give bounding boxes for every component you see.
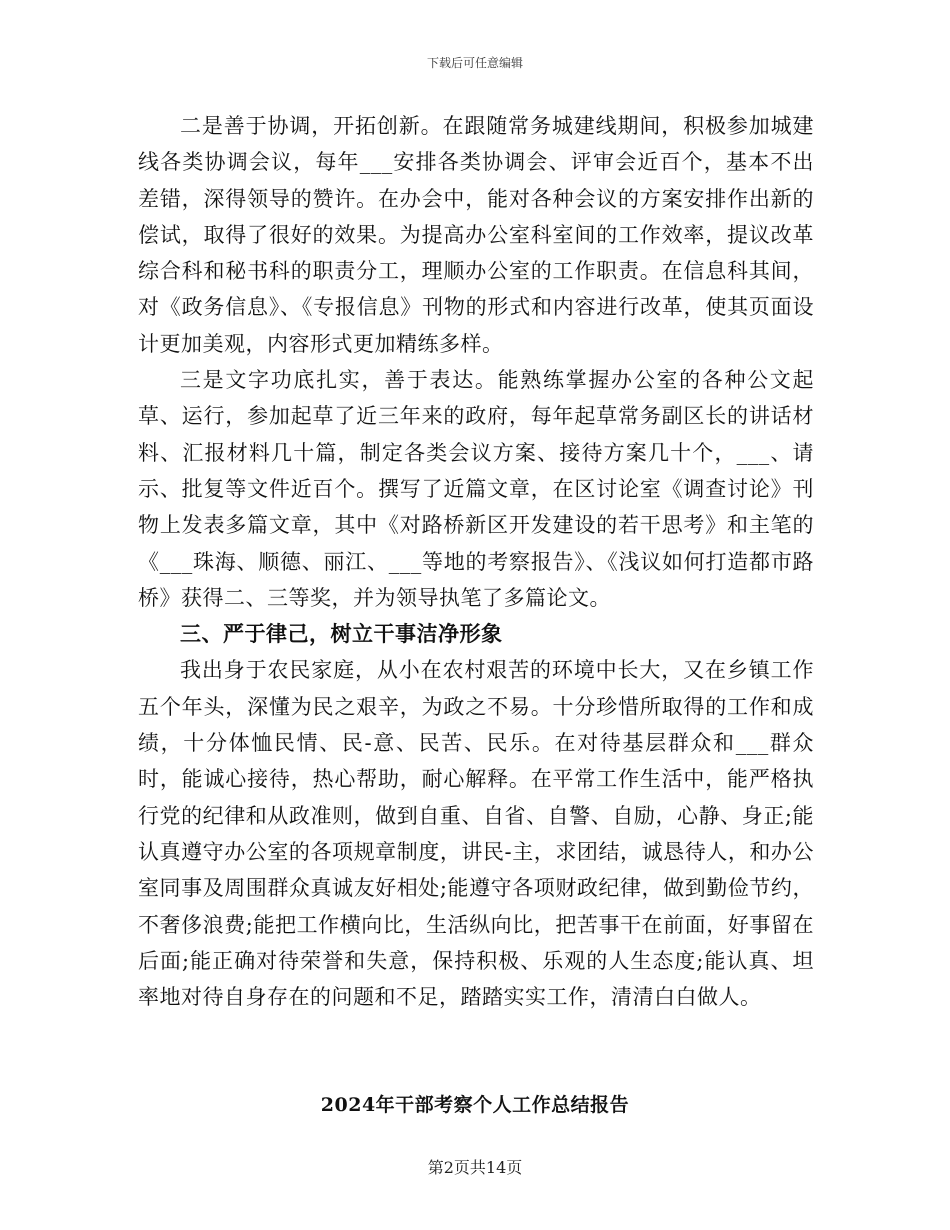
paragraph-coordination: 二是善于协调，开拓创新。在跟随常务城建线期间，积极参加城建线各类协调会议，每年___安排各类协调会、评审会近百个，基本不出差错，深得领导的赞许。在办会中，能对各种会议的方案安排作出新的偿试，取得了很好的效果。为提高办公室科室间的工作效率，提议改革综合科和秘书科的职责分工，理顺办公室的工作职责。在信息科其间，对《政务信息》、《专报信息》刊物的形式和内容进行改革，使其页面设计更加美观，内容形式更加精练多样。 [138, 114, 814, 356]
document-body [138, 108, 814, 1015]
page-footer: 第2页共14页 [427, 1158, 523, 1177]
paragraph-self-discipline: 我出身于农民家庭，从小在农村艰苦的环境中长大，又在乡镇工作五个年头，深懂为民之艰辛，为政之不易。十分珍惜所取得的工作和成绩，十分体恤民情、民-意、民苦、民乐。在对待基层群众和___群众时，能诚心接待，热心帮助，耐心解释。在平常工作生活中，能严格执行党的纪律和从政准则，做到自重、自省、自警、自励，心静、身正;能认真遵守办公室的各项规章制度，讲民-主，求团结，诚恳待人，和办公室同事及周围群众真诚友好相处;能遵守各项财政纪律，做到勤俭节约，不奢侈浪费;能把工作横向比，生活纵向比，把苦事干在前面，好事留在后面;能正确对待荣誉和失意，保持积极、乐观的人生态度;能认真、坦率地对待自身存在的问题和不足，踏踏实实工作，清清白白做人。 [138, 658, 814, 1010]
page-header: 下载后可任意编辑 [426, 56, 523, 70]
next-section-title: 2024年干部考察个人工作总结报告 [320, 1094, 630, 1116]
paragraph-writing-skills: 三是文字功底扎实，善于表达。能熟练掌握办公室的各种公文起草、运行，参加起草了近三年来的政府，每年起草常务副区长的讲话材料、汇报材料几十篇，制定各类会议方案、接待方案几十个，___、请示、批复等文件近百个。撰写了近篇文章，在区讨论室《调查讨论》刊物上发表多篇文章，其中《对路桥新区开发建设的若干思考》和主笔的《___珠海、顺德、丽江、___等地的考察报告》、《浅议如何打造都市路桥》获得二、三等奖，并为领导执笔了多篇论文。 [138, 368, 814, 610]
section-heading: 三、严于律己，树立干事洁净形象 [180, 621, 503, 647]
